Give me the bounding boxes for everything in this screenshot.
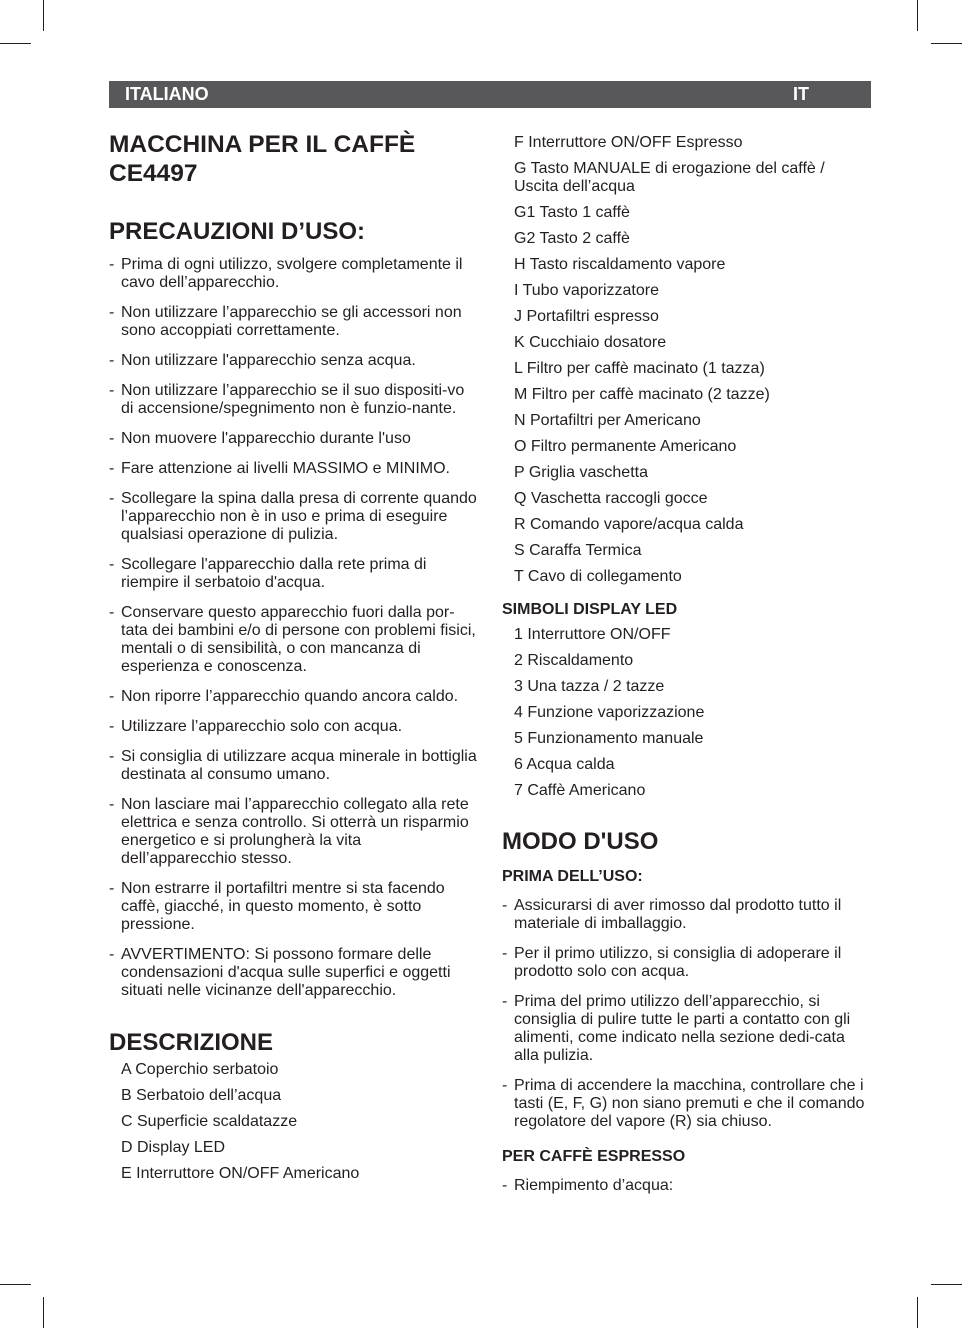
list-item: - Si consiglia di utilizzare acqua minerale in bottiglia destinata al consumo umano. [109,748,477,784]
led-symbols-list [502,626,872,800]
list-item: 4 Funzione vaporizzazione [514,704,705,721]
list-item: 1 Interruttore ON/OFF [514,626,671,643]
document-title-line-2: CE4497 [109,160,198,187]
list-item: - Scollegare la spina dalla presa di corrente quando l’apparecchio non è in uso e prima di eseguire qualsiasi operazione di pulizia. [109,490,477,544]
precautions-list [109,256,477,1000]
list-item: - Assicurarsi di aver rimosso dal prodotto tutto il materiale di imballaggio. [502,897,872,933]
list-item: A Coperchio serbatoio [121,1061,279,1078]
list-item: 6 Acqua calda [514,756,615,773]
description-list-right [502,134,872,586]
before-use-heading: PRIMA DELL’USO: [502,868,643,885]
list-item: - Prima del primo utilizzo dell’apparecchio, si consiglia di pulire tutte le parti a contatto con gli alimenti, come indicato nella sezione dedi-cata alla pulizia. [502,993,872,1065]
espresso-heading: PER CAFFÈ ESPRESSO [502,1148,686,1165]
language-header-bar [109,81,871,108]
list-item: - Scollegare l'apparecchio dalla rete prima di riempire il serbatoio d'acqua. [109,556,477,592]
usage-heading: MODO D'USO [502,828,659,855]
list-item: - Non riporre l’apparecchio quando ancora caldo. [109,688,477,706]
list-item: - Non utilizzare l'apparecchio senza acqua. [109,352,477,370]
precautions-heading: PRECAUZIONI D’USO: [109,218,366,245]
crop-mark-bottom-left-v [43,1297,44,1328]
list-item: - Non estrarre il portafiltri mentre si sta facendo caffè, giacché, in questo momento, è sotto pressione. [109,880,477,934]
led-symbols-heading: SIMBOLI DISPLAY LED [502,601,678,618]
crop-mark-bottom-right-h [931,1284,962,1285]
list-item: F Interruttore ON/OFF Espresso [514,134,743,151]
list-item: I Tubo vaporizzatore [514,282,659,299]
list-item: G2 Tasto 2 caffè [514,230,630,247]
list-item: J Portafiltri espresso [514,308,659,325]
language-code: IT [793,84,809,104]
list-item: S Caraffa Termica [514,542,642,559]
list-item: - Conservare questo apparecchio fuori dalla por-tata dei bambini e/o di persone con problemi fisici, mentali o di sensibilità, o con mancanza di esperienza e conoscenza. [109,604,477,676]
crop-mark-bottom-left-h [0,1284,31,1285]
list-item: H Tasto riscaldamento vapore [514,256,726,273]
document-title-line-1: MACCHINA PER IL CAFFÈ [109,131,416,158]
crop-mark-top-right-h [931,43,962,44]
language-label: ITALIANO [125,84,209,104]
list-item: - Non utilizzare l’apparecchio se il suo dispositi-vo di accensione/spegnimento non è funzio-nante. [109,382,477,418]
espresso-list [502,1177,872,1195]
list-item: - AVVERTIMENTO: Si possono formare delle condensazioni d'acqua sulle superfici e oggetti situati nelle vicinanze dell'apparecchio. [109,946,477,1000]
list-item: M Filtro per caffè macinato (2 tazze) [514,386,770,403]
list-item: R Comando vapore/acqua calda [514,516,744,533]
list-item: 5 Funzionamento manuale [514,730,704,747]
list-item: - Riempimento d’acqua: [502,1177,872,1195]
list-item: E Interruttore ON/OFF Americano [121,1165,360,1182]
list-item: Q Vaschetta raccogli gocce [514,490,708,507]
list-item: B Serbatoio dell’acqua [121,1087,282,1104]
crop-mark-top-left-v [43,0,44,31]
crop-mark-bottom-right-v [917,1297,918,1328]
description-heading: DESCRIZIONE [109,1029,274,1056]
document-title [109,130,477,188]
description-list-left [109,1061,477,1183]
list-item: D Display LED [121,1139,226,1156]
list-item: P Griglia vaschetta [514,464,648,481]
list-item: L Filtro per caffè macinato (1 tazza) [514,360,765,377]
list-item: T Cavo di collegamento [514,568,682,585]
list-item: - Per il primo utilizzo, si consiglia di adoperare il prodotto solo con acqua. [502,945,872,981]
list-item: - Fare attenzione ai livelli MASSIMO e MINIMO. [109,460,477,478]
list-item: 7 Caffè Americano [514,782,646,799]
list-item: K Cucchiaio dosatore [514,334,667,351]
left-column [109,128,477,1191]
list-item: - Non muovere l'apparecchio durante l'uso [109,430,477,448]
crop-mark-top-right-v [917,0,918,31]
right-column [502,134,872,1207]
list-item: G1 Tasto 1 caffè [514,204,630,221]
crop-mark-top-left-h [0,43,31,44]
list-item: - Non lasciare mai l’apparecchio collegato alla rete elettrica e senza controllo. Si otterrà un risparmio energetico e si prolungherà la vita dell’apparecchio stesso. [109,796,477,868]
list-item: - Prima di ogni utilizzo, svolgere completamente il cavo dell’apparecchio. [109,256,477,292]
before-use-list [502,897,872,1131]
list-item: G Tasto MANUALE di erogazione del caffè / Uscita dell’acqua [514,160,825,195]
list-item: - Utilizzare l’apparecchio solo con acqua. [109,718,477,736]
list-item: - Prima di accendere la macchina, controllare che i tasti (E, F, G) non siano premuti e che il comando regolatore del vapore (R) sia chiuso. [502,1077,872,1131]
list-item: 2 Riscaldamento [514,652,634,669]
list-item: - Non utilizzare l’apparecchio se gli accessori non sono accoppiati correttamente. [109,304,477,340]
list-item: C Superficie scaldatazze [121,1113,298,1130]
list-item: O Filtro permanente Americano [514,438,737,455]
list-item: 3 Una tazza / 2 tazze [514,678,665,695]
list-item: N Portafiltri per Americano [514,412,701,429]
